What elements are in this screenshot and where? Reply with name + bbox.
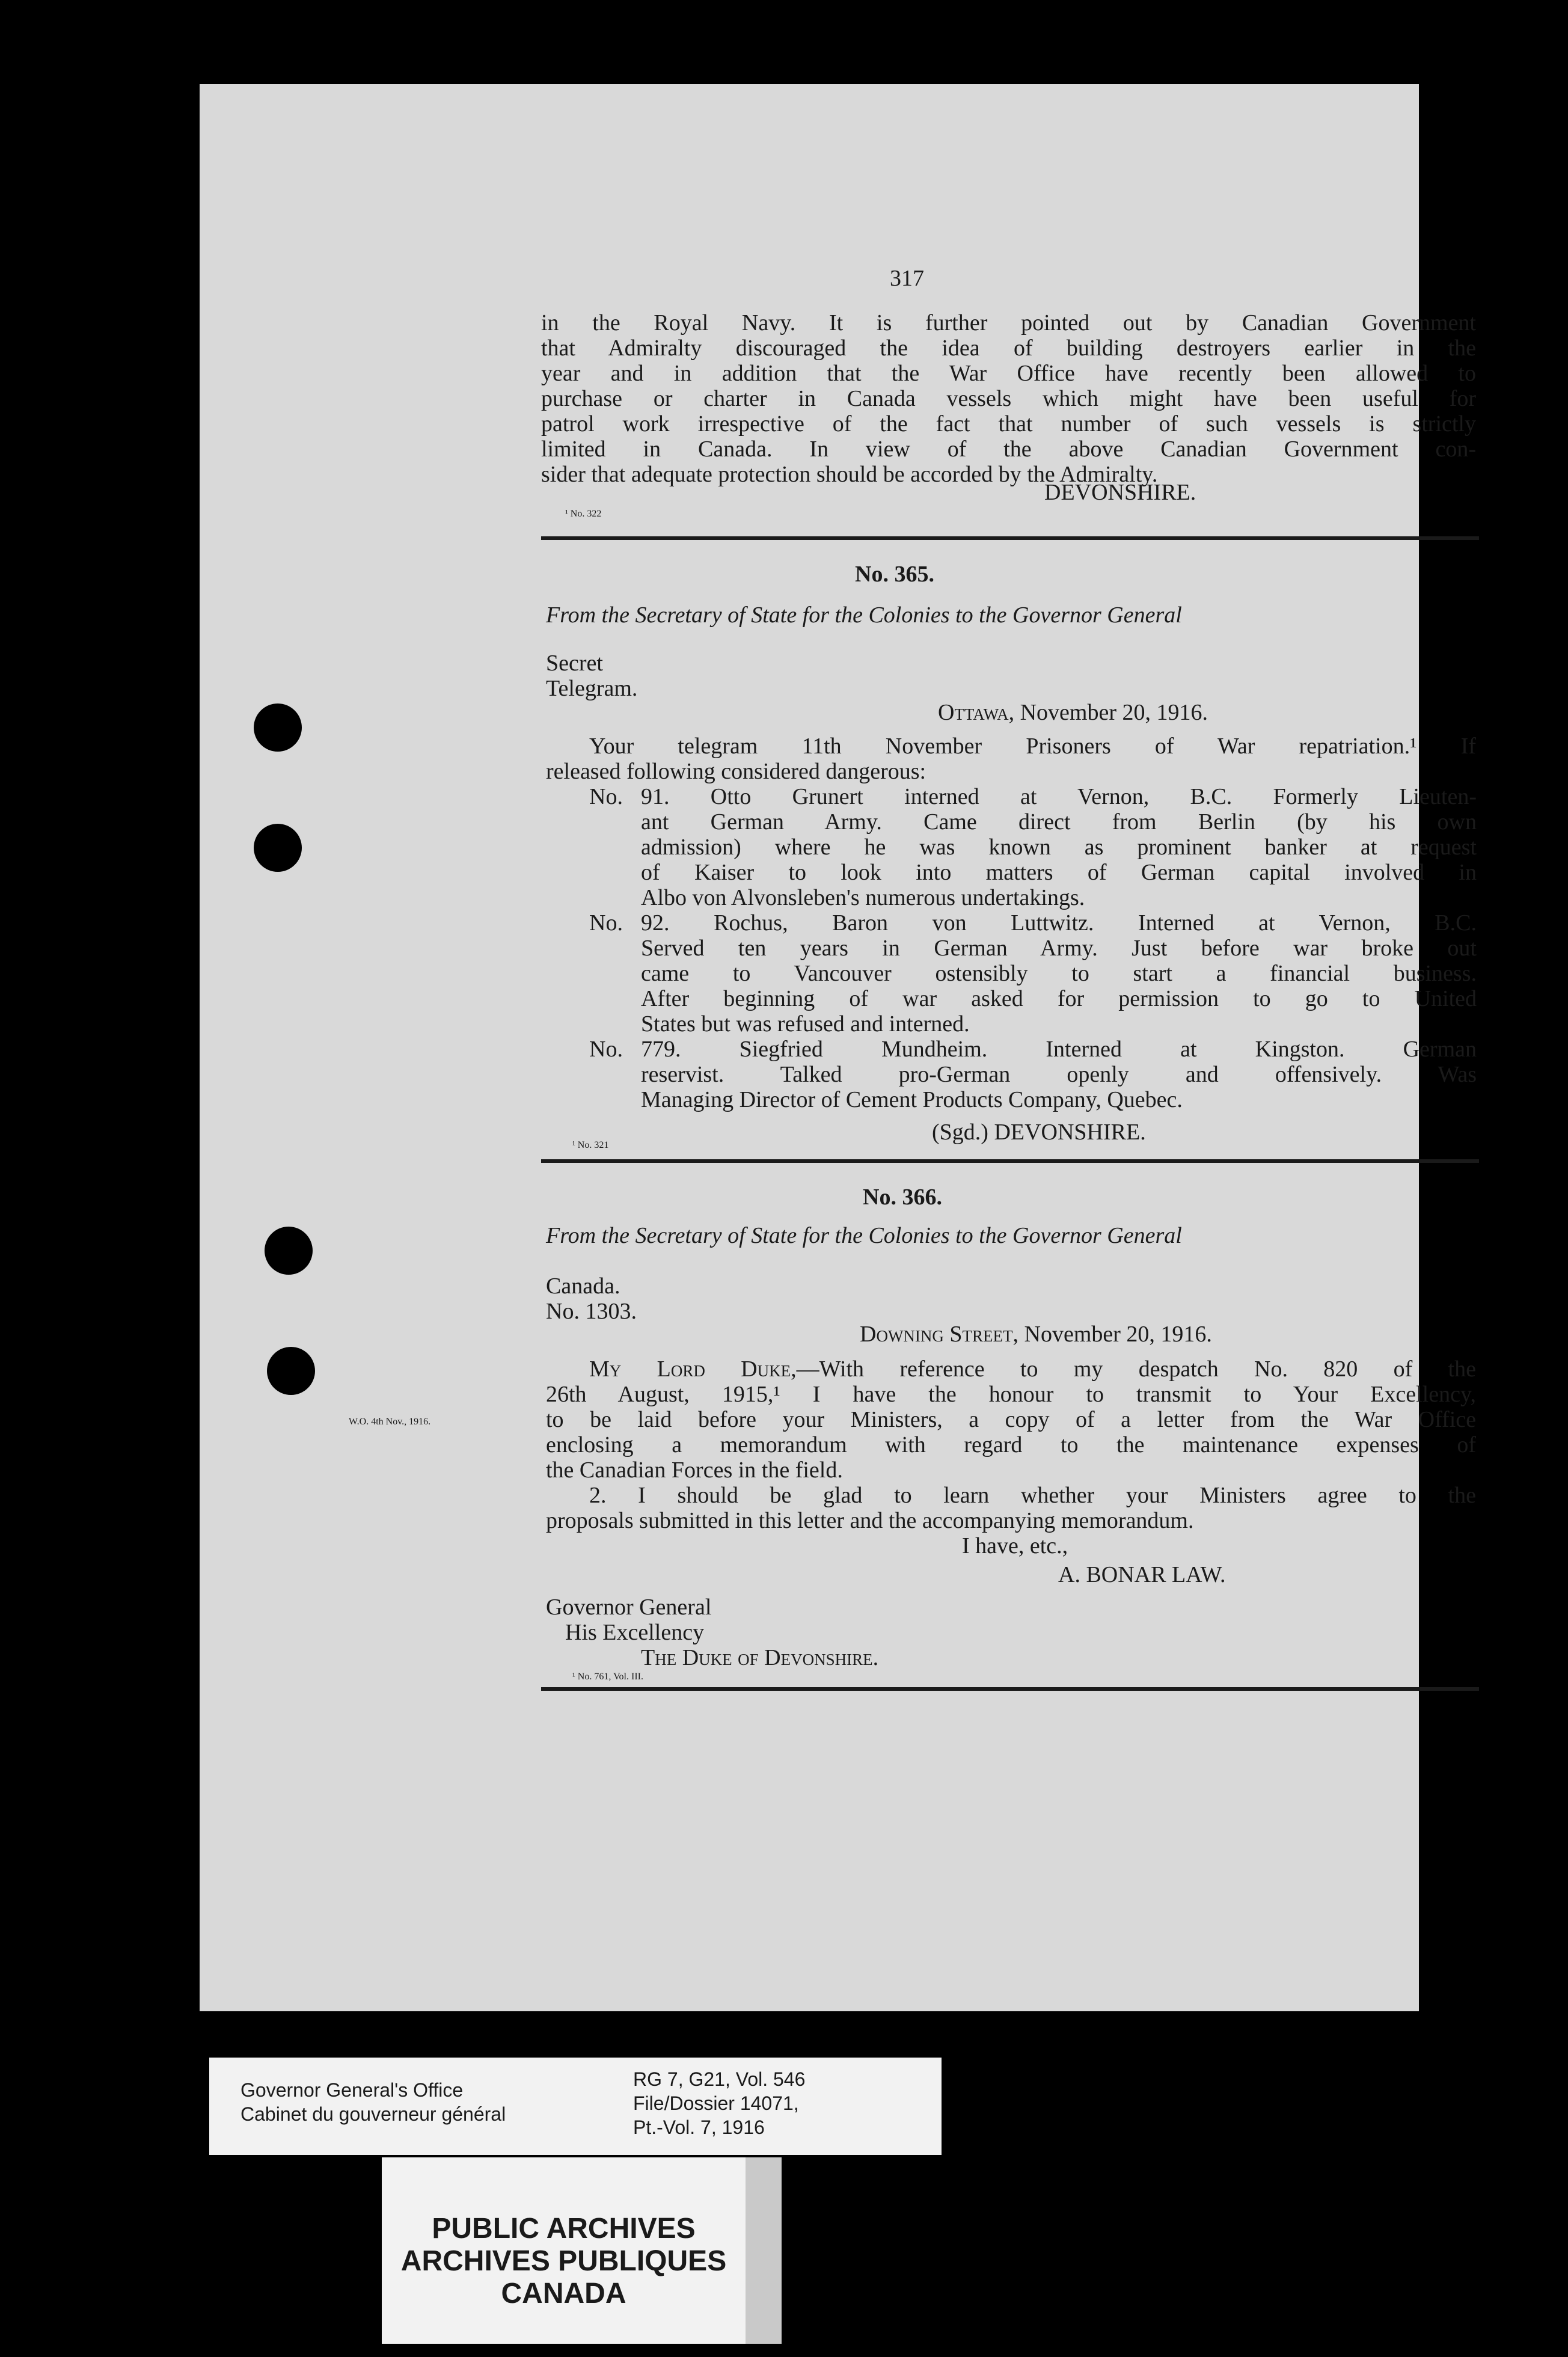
- footnote: ¹ No. 761, Vol. III.: [572, 1672, 643, 1682]
- punch-hole: [254, 703, 302, 752]
- file-number: File/Dossier 14071,: [633, 2092, 799, 2114]
- text-line: enclosing a memorandum with regard to the maintenance expenses of: [546, 1432, 1476, 1457]
- addressee: His Excellency: [565, 1620, 705, 1645]
- text-line: released following considered dangerous:: [546, 759, 926, 784]
- text-line: to be laid before your Ministers, a copy of a letter from the War Office: [546, 1407, 1476, 1432]
- section-rule: [541, 1159, 1479, 1163]
- text-line: After beginning of war asked for permission to go to United: [641, 986, 1477, 1011]
- signature: A. BONAR LAW.: [1058, 1562, 1226, 1587]
- item-label: No.: [589, 1037, 623, 1062]
- text-line: that Admiralty discouraged the idea of building destroyers earlier in the: [541, 336, 1476, 361]
- text-line: Served ten years in German Army. Just before war broke out: [641, 936, 1477, 961]
- text-line: purchase or charter in Canada vessels which might have been useful for: [541, 386, 1476, 411]
- document-page: [200, 84, 1477, 2011]
- text-line: reservist. Talked pro-German openly and offensively. Was: [641, 1062, 1477, 1087]
- text-line: Albo von Alvonsleben's numerous undertakings.: [641, 885, 1085, 910]
- text-line: 26th August, 1915,¹ I have the honour to transmit to Your Excellency,: [546, 1382, 1476, 1407]
- text-line: year and in addition that the War Office have recently been allowed to: [541, 361, 1476, 386]
- date: November 20, 1916.: [1020, 700, 1208, 725]
- item-label: No.: [589, 910, 623, 936]
- dateline: [860, 1322, 1212, 1347]
- text-line: 92. Rochus, Baron von Luttwitz. Interned at Vernon, B.C.: [641, 910, 1477, 936]
- margin-note: W.O. 4th Nov., 1916.: [349, 1417, 431, 1427]
- closing: I have, etc.,: [962, 1533, 1068, 1559]
- date: November 20, 1916.: [1024, 1322, 1212, 1347]
- text-run: —With reference to my despatch No. 820 of the: [796, 1356, 1477, 1382]
- signature: (Sgd.) DEVONSHIRE.: [932, 1120, 1146, 1145]
- section-rule: [541, 1687, 1479, 1691]
- document-number: No. 366.: [863, 1185, 942, 1210]
- text-line: of Kaiser to look into matters of German capital involved in: [641, 860, 1477, 885]
- addressee: The Duke of Devonshire.: [641, 1645, 879, 1670]
- archive-reference-label: [209, 2058, 942, 2155]
- dateline: [938, 700, 1208, 725]
- salutation: My Lord Duke,: [589, 1356, 797, 1382]
- text-line: patrol work irrespective of the fact that number of such vessels is strictly: [541, 411, 1476, 437]
- stamp-line: ARCHIVES PUBLIQUES: [400, 2245, 727, 2277]
- text-line: Managing Director of Cement Products Company, Quebec.: [641, 1087, 1183, 1112]
- document-heading: From the Secretary of State for the Colonies to the Governor General: [546, 1223, 1182, 1248]
- punch-hole: [254, 824, 302, 872]
- part-volume: Pt.-Vol. 7, 1916: [633, 2116, 765, 2138]
- office-name-fr: Cabinet du gouverneur général: [240, 2103, 506, 2125]
- addressee: Governor General: [546, 1595, 712, 1620]
- label-tab: [746, 2157, 782, 2344]
- item-label: No.: [589, 784, 623, 809]
- document-type: Secret: [546, 651, 603, 676]
- text-line: ant German Army. Came direct from Berlin (by his own: [641, 809, 1477, 835]
- document-type: Telegram.: [546, 676, 638, 701]
- text-line: admission) where he was known as prominent banker at request: [641, 835, 1477, 860]
- signature: DEVONSHIRE.: [1044, 480, 1196, 505]
- text-line: 91. Otto Grunert interned at Vernon, B.C. Formerly Lieuten-: [641, 784, 1477, 809]
- stamp-line: PUBLIC ARCHIVES: [432, 2213, 696, 2245]
- text-line: in the Royal Navy. It is further pointed out by Canadian Government: [541, 310, 1476, 336]
- text-line: 2. I should be glad to learn whether your Ministers agree to the: [589, 1483, 1476, 1508]
- archives-stamp: [382, 2157, 746, 2344]
- place: Downing Street,: [860, 1322, 1019, 1347]
- document-number: No. 365.: [855, 562, 934, 587]
- document-heading: From the Secretary of State for the Colonies to the Governor General: [546, 602, 1182, 628]
- office-name-en: Governor General's Office: [240, 2079, 464, 2101]
- text-line: Your telegram 11th November Prisoners of War repatriation.¹ If: [589, 734, 1476, 759]
- text-line: limited in Canada. In view of the above Canadian Government con-: [541, 437, 1476, 462]
- text-line: States but was refused and interned.: [641, 1011, 970, 1037]
- text-line: [589, 1356, 1476, 1382]
- stamp-line: CANADA: [501, 2278, 626, 2309]
- footnote: ¹ No. 322: [565, 509, 602, 519]
- document-type: No. 1303.: [546, 1299, 637, 1324]
- document-type: Canada.: [546, 1274, 620, 1299]
- record-group: RG 7, G21, Vol. 546: [633, 2068, 806, 2090]
- section-rule: [541, 536, 1479, 540]
- footnote: ¹ No. 321: [572, 1140, 609, 1150]
- text-line: the Canadian Forces in the field.: [546, 1457, 843, 1483]
- text-line: proposals submitted in this letter and the accompanying memorandum.: [546, 1508, 1194, 1533]
- text-line: sider that adequate protection should be accorded by the Admiralty.: [541, 462, 1158, 487]
- text-line: came to Vancouver ostensibly to start a financial business.: [641, 961, 1477, 986]
- place: Ottawa,: [938, 700, 1015, 725]
- text-line: 779. Siegfried Mundheim. Interned at Kingston. German: [641, 1037, 1477, 1062]
- punch-hole: [265, 1227, 313, 1275]
- punch-hole: [267, 1347, 315, 1395]
- page-number: 317: [890, 266, 924, 291]
